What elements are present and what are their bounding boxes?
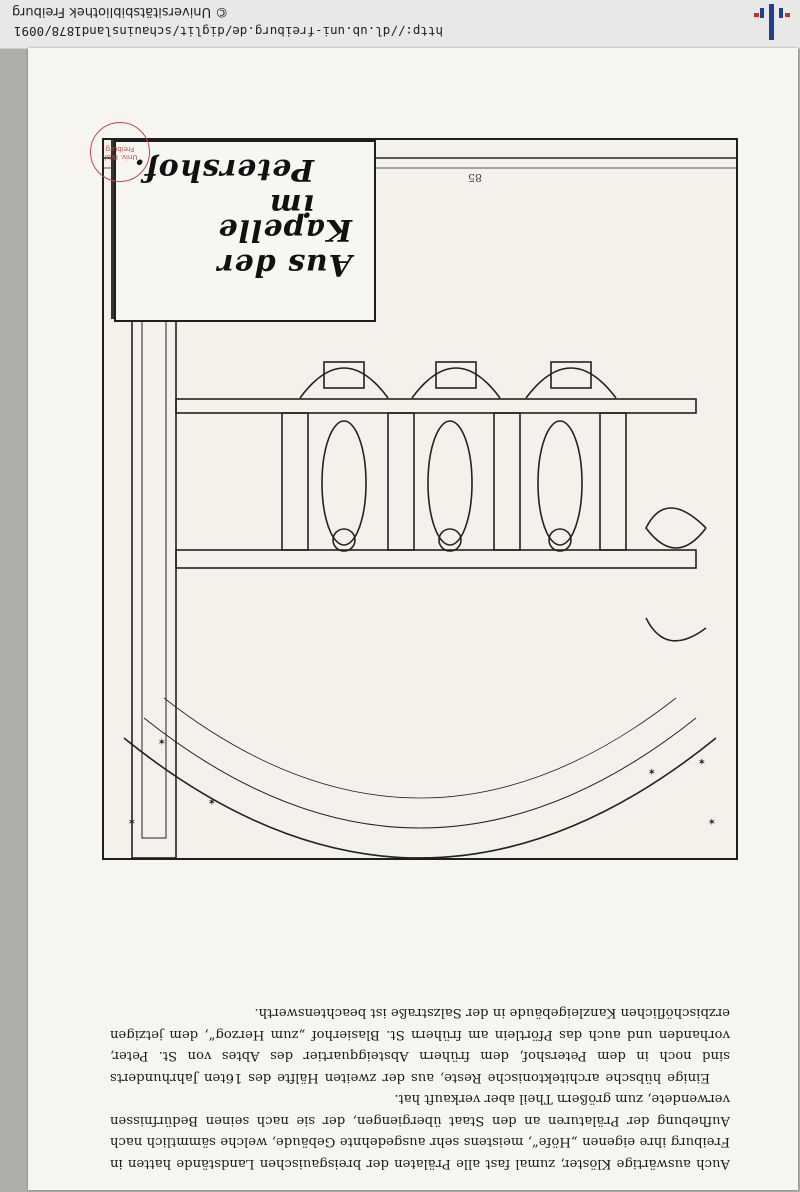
page-number: 85 — [468, 171, 482, 184]
plate-caption-box — [114, 140, 376, 322]
engraving-plate — [102, 138, 738, 860]
ub-freiburg-logo-icon[interactable] — [752, 2, 792, 42]
svg-text:✶: ✶ — [157, 735, 166, 746]
svg-text:✶: ✶ — [207, 795, 216, 806]
library-stamp — [90, 122, 150, 182]
svg-text:✶: ✶ — [127, 815, 136, 826]
permalink-url[interactable]: http://dl.ub.uni-freiburg.de/diglit/schauinsland1878/0091 — [14, 24, 443, 39]
header-rotated — [0, 0, 800, 48]
caption-line-2: im Petershof. — [133, 152, 314, 222]
stamp-text: Univ. Bibl. Freiburg — [102, 145, 138, 161]
svg-text:✶: ✶ — [707, 815, 716, 826]
svg-text:✶: ✶ — [647, 765, 656, 776]
page-rotated — [28, 48, 798, 1190]
paragraph-2: Einige hübsche architektonische Reste, aus der zweiten Hälfte des 16ten Jahrhunderts sind noch in dem Petershof, dem frühern Absteigquartier des Abtes von St. Peter, vorhanden und auch das Pförtlein am frühern St. Blasierhof „zum Herzog“, dem jetzigen erzbischöflichen Kanzleigebäude in der Salzstraße ist beachtenswerth. — [110, 1005, 730, 1085]
paragraph-1: Auch auswärtige Klöster, zumal fast alle Prälaten der breisgauischen Landstände hatten in Freiburg ihre eigenen „Höfe“, meistens sehr ausgedehnte Gebäude, welche sämmtlich nach Aufhebung der Prälaturen an den Staat übergiengen, der sie nach seinen Bedürfnissen verwendete, zum größern Theil aber verkauft hat. — [110, 1091, 730, 1171]
body-text — [110, 1002, 730, 1174]
copyright-text: © Universitätsbibliothek Freiburg — [12, 4, 229, 19]
viewer-header — [0, 0, 800, 49]
svg-text:✶: ✶ — [697, 755, 706, 766]
caption-line-1: Aus der Kapelle — [216, 212, 352, 282]
scanned-page — [28, 48, 798, 1190]
